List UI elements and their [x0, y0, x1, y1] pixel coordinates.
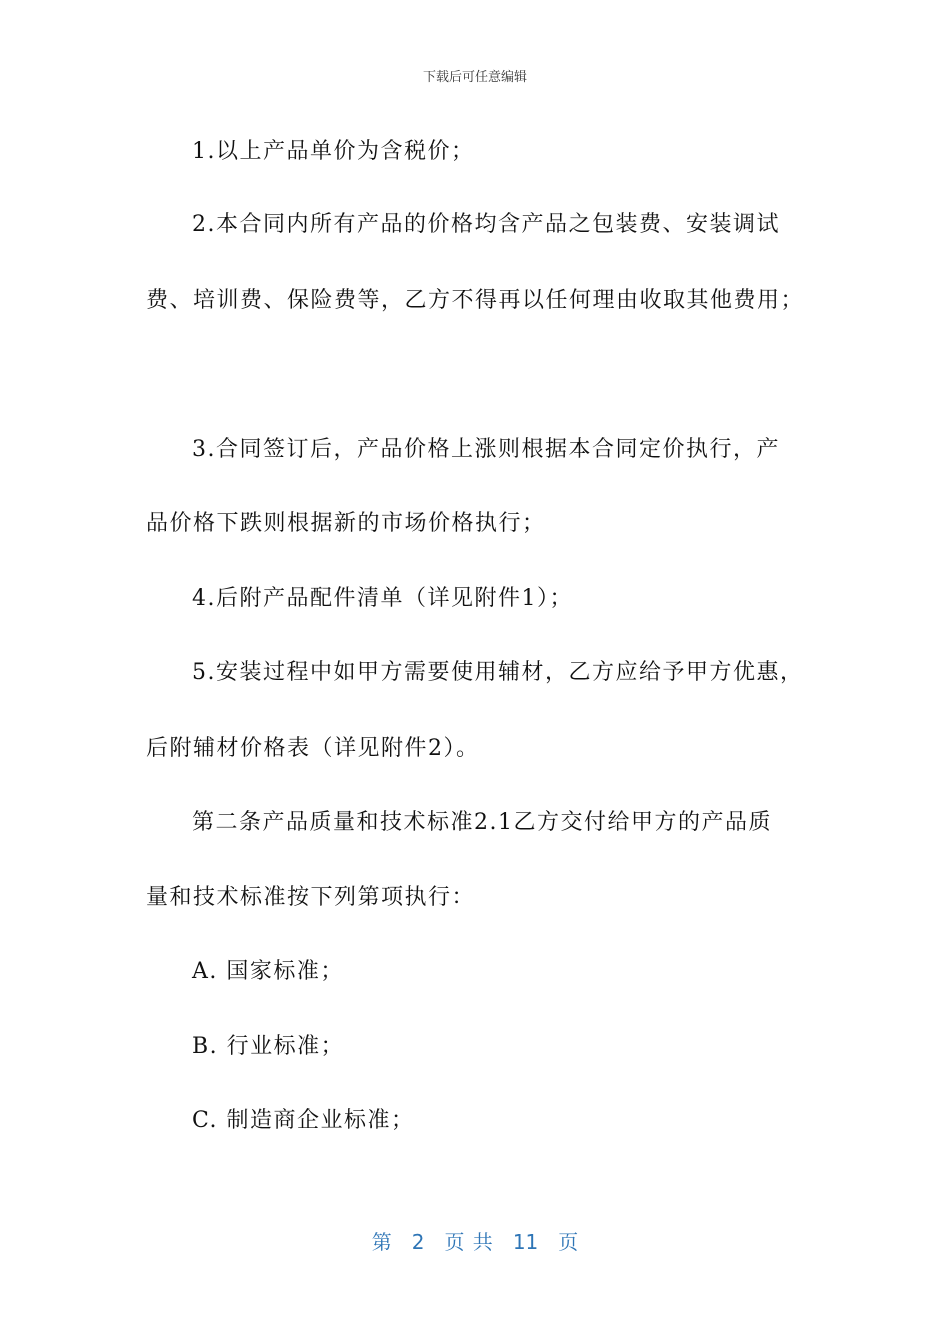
page-footer — [0, 1226, 950, 1255]
text-line-12: B. 行业标准； — [192, 1034, 345, 1059]
footer-page-mid: 页 共 — [444, 1230, 493, 1254]
text-line-3: 费、培训费、保险费等，乙方不得再以任何理由收取其他费用； — [146, 288, 805, 313]
text-line-6: 4.后附产品配件清单（详见附件1）； — [192, 586, 573, 611]
text-line-13: C. 制造商企业标准； — [192, 1108, 415, 1133]
text-line-7: 5.安装过程中如甲方需要使用辅材，乙方应给予甲方优惠， — [192, 660, 804, 685]
text-line-9: 第二条产品质量和技术标准2.1乙方交付给甲方的产品质 — [192, 810, 772, 835]
footer-page-end: 页 — [558, 1230, 579, 1254]
text-line-2: 2.本合同内所有产品的价格均含产品之包装费、安装调试 — [192, 212, 780, 237]
text-line-8: 后附辅材价格表（详见附件2）。 — [146, 736, 480, 761]
text-line-5: 品价格下跌则根据新的市场价格执行； — [146, 511, 546, 536]
footer-page-label: 第 — [371, 1230, 392, 1254]
text-line-11: A. 国家标准； — [192, 959, 344, 984]
text-line-1: 1.以上产品单价为含税价； — [192, 139, 475, 164]
page-header: 下载后可任意编辑 — [422, 70, 527, 85]
footer-page-total: 11 — [512, 1230, 539, 1254]
footer-page-current: 2 — [411, 1230, 425, 1254]
text-line-4: 3.合同签订后，产品价格上涨则根据本合同定价执行，产 — [192, 437, 780, 462]
text-line-10: 量和技术标准按下列第项执行： — [146, 885, 476, 910]
